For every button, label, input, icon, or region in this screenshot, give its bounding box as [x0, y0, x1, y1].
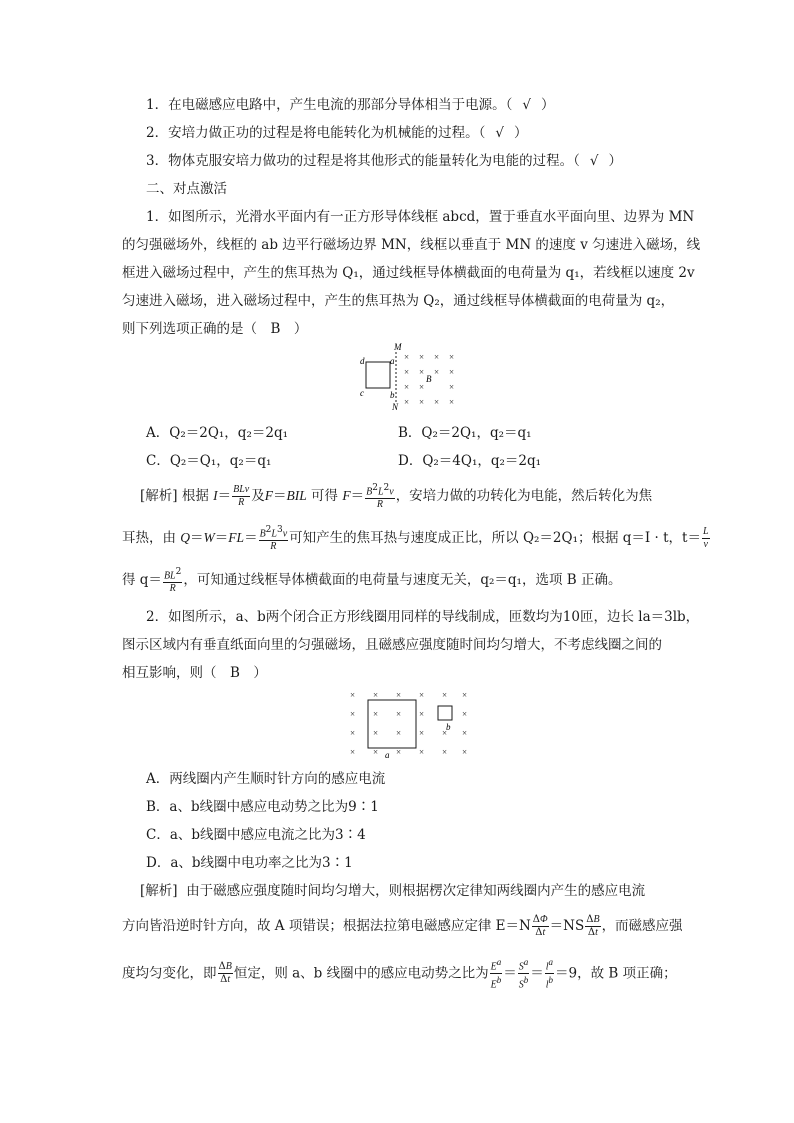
svg-text:×: × — [419, 728, 425, 738]
q2-line-2: 图示区域内有垂直纸面向里的匀强磁场，且磁感应强度随时间均匀增大，不考虑线圈之间的 — [122, 637, 662, 653]
q2-option-b: B．a、b线圈中感应电动势之比为9∶1 — [146, 799, 379, 815]
label-c: c — [360, 388, 364, 398]
svg-text:×: × — [434, 352, 440, 362]
label-a: a — [385, 750, 390, 760]
check-mark: √ — [589, 153, 599, 169]
q1-line-3: 框进入磁场过程中，产生的焦耳热为 Q₁，通过线框导体横截面的电荷量为 q₁，若线框以速度 2v — [122, 265, 695, 281]
svg-text:×: × — [373, 747, 379, 757]
q1-option-b: B．Q₂＝2Q₁，q₂＝q₁ — [398, 425, 532, 441]
q1-line-1: 1．如图所示，光滑水平面内有一正方形导体线框 abcd，置于垂直水平面向里、边界为 MN — [146, 209, 695, 225]
label-b: b — [446, 722, 451, 732]
coil-a — [368, 700, 416, 748]
q1-figure — [352, 340, 472, 412]
q2-figure — [344, 686, 476, 760]
svg-text:×: × — [373, 709, 379, 719]
svg-text:×: × — [462, 709, 468, 719]
svg-text:×: × — [419, 747, 425, 757]
svg-text:×: × — [462, 690, 468, 700]
coil-b — [438, 706, 452, 720]
svg-text:×: × — [419, 382, 425, 392]
svg-text:×: × — [373, 728, 379, 738]
svg-text:×: × — [462, 747, 468, 757]
label-N: N — [392, 402, 399, 412]
svg-text:×: × — [449, 352, 455, 362]
svg-text:×: × — [449, 367, 455, 377]
svg-text:×: × — [419, 397, 425, 407]
svg-text:×: × — [449, 397, 455, 407]
analysis-tag: [解析] — [140, 883, 178, 899]
svg-text:×: × — [350, 728, 356, 738]
q1-figure-svg — [352, 340, 472, 412]
label-d: d — [360, 356, 365, 366]
svg-text:×: × — [350, 690, 356, 700]
svg-text:×: × — [396, 709, 402, 719]
check-mark: √ — [495, 125, 504, 141]
label-B: B — [426, 374, 432, 384]
square-frame-abcd — [366, 362, 390, 388]
q2-line-3: 相互影响，则（ B ） — [122, 665, 267, 681]
svg-text:×: × — [462, 728, 468, 738]
check-mark: √ — [522, 97, 531, 113]
svg-text:×: × — [419, 352, 425, 362]
svg-text:×: × — [373, 690, 379, 700]
svg-text:×: × — [404, 397, 410, 407]
svg-text:×: × — [442, 747, 448, 757]
svg-text:×: × — [419, 690, 425, 700]
svg-text:×: × — [404, 352, 410, 362]
q2-analysis-line-3: 度均匀变化，即 $\frac{\Delta B}{\Delta t}$ 恒定，则 a、b 线圈中的感应电动势之比为 $\frac{E^a}{E^b}$ ＝ $\frac{S^a}{S^b}$ ＝ $\frac{l^a}{l^b}$ ＝9，故 B 项正确； — [122, 957, 677, 991]
q2-option-a: A．两线圈内产生顺时针方向的感应电流 — [146, 771, 386, 787]
label-a: a — [390, 356, 395, 366]
section-title: 二、对点激活 — [146, 181, 227, 197]
q1-line-4: 匀速进入磁场，进入磁场过程中，产生的焦耳热为 Q₂，通过线框导体横截面的电荷量为 q₂， — [122, 293, 675, 309]
svg-text:×: × — [434, 367, 440, 377]
svg-text:×: × — [404, 367, 410, 377]
svg-text:×: × — [419, 709, 425, 719]
q2-analysis-line-2: 方向皆沿逆时针方向，故 A 项错误；根据法拉第电磁感应定律 E＝N $\frac{\Delta\Phi}{\Delta t}$ ＝NS $\frac{\Delta B}{\Delta t}$ ，而磁感应强 — [122, 914, 683, 938]
judgment-2: 2．安培力做正功的过程是将电能转化为机械能的过程。（ √ ） — [146, 125, 528, 141]
judgment-1: 1．在电磁感应电路中，产生电流的那部分导体相当于电源。（ √ ） — [146, 97, 555, 113]
q1-line-5: 则下列选项正确的是（ B ） — [122, 321, 308, 337]
svg-text:×: × — [350, 747, 356, 757]
q1-analysis-line-3: 得 q＝ $\frac{BL^2}{R}$ ，可知通过线框导体横截面的电荷量与速度无关，q₂＝q₁，选项 B 正确。 — [122, 567, 622, 595]
svg-text:×: × — [442, 690, 448, 700]
judgment-3: 3．物体克服安培力做功的过程是将其他形式的能量转化为电能的过程。（ √ ） — [146, 153, 622, 169]
svg-text:×: × — [350, 709, 356, 719]
svg-text:×: × — [449, 382, 455, 392]
svg-text:×: × — [419, 367, 425, 377]
q2-line-1: 2．如图所示，a、b两个闭合正方形线圈用同样的导线制成，匝数均为10匝，边长 la＝3lb， — [146, 609, 700, 625]
label-M: M — [394, 342, 402, 352]
analysis-tag: [解析] — [140, 488, 178, 505]
q2-figure-svg — [344, 686, 476, 760]
q2-option-c: C．a、b线圈中感应电流之比为3∶4 — [146, 827, 366, 843]
q1-option-c: C．Q₂＝Q₁，q₂＝q₁ — [146, 453, 272, 469]
q1-analysis-line-2: 耳热，由 Q＝W＝FL＝ $\frac{B^2L^3v}{R}$ 可知产生的焦耳热与速度成正比，所以 Q₂＝2Q₁；根据 q＝I · t，t＝ $\frac{L}{v}$ — [122, 525, 709, 553]
svg-text:×: × — [396, 690, 402, 700]
q1-option-d: D．Q₂＝4Q₁，q₂＝2q₁ — [398, 453, 542, 469]
q1-line-2: 的匀强磁场外，线框的 ab 边平行磁场边界 MN，线框以垂直于 MN 的速度 v 匀速进入磁场，线 — [122, 237, 701, 253]
svg-text:×: × — [396, 747, 402, 757]
q1-analysis-line-1: [解析] 根据 I＝ $\frac{\text{BLv}}{R}$ 及F＝BIL 可得 F＝ $\frac{B^2L^2v}{R}$ ，安培力做的功转化为电能，然后转化为焦 — [140, 483, 653, 511]
svg-text:×: × — [442, 728, 448, 738]
q2-analysis-line-1: [解析] 由于磁感应强度随时间均匀增大，则根据楞次定律知两线圈内产生的感应电流 — [140, 883, 646, 899]
q2-option-d: D．a、b线圈中电功率之比为3∶1 — [146, 855, 353, 871]
svg-text:×: × — [404, 382, 410, 392]
svg-text:×: × — [434, 397, 440, 407]
q1-option-a: A．Q₂＝2Q₁，q₂＝2q₁ — [146, 425, 288, 441]
label-b: b — [390, 390, 395, 400]
svg-text:×: × — [396, 728, 402, 738]
